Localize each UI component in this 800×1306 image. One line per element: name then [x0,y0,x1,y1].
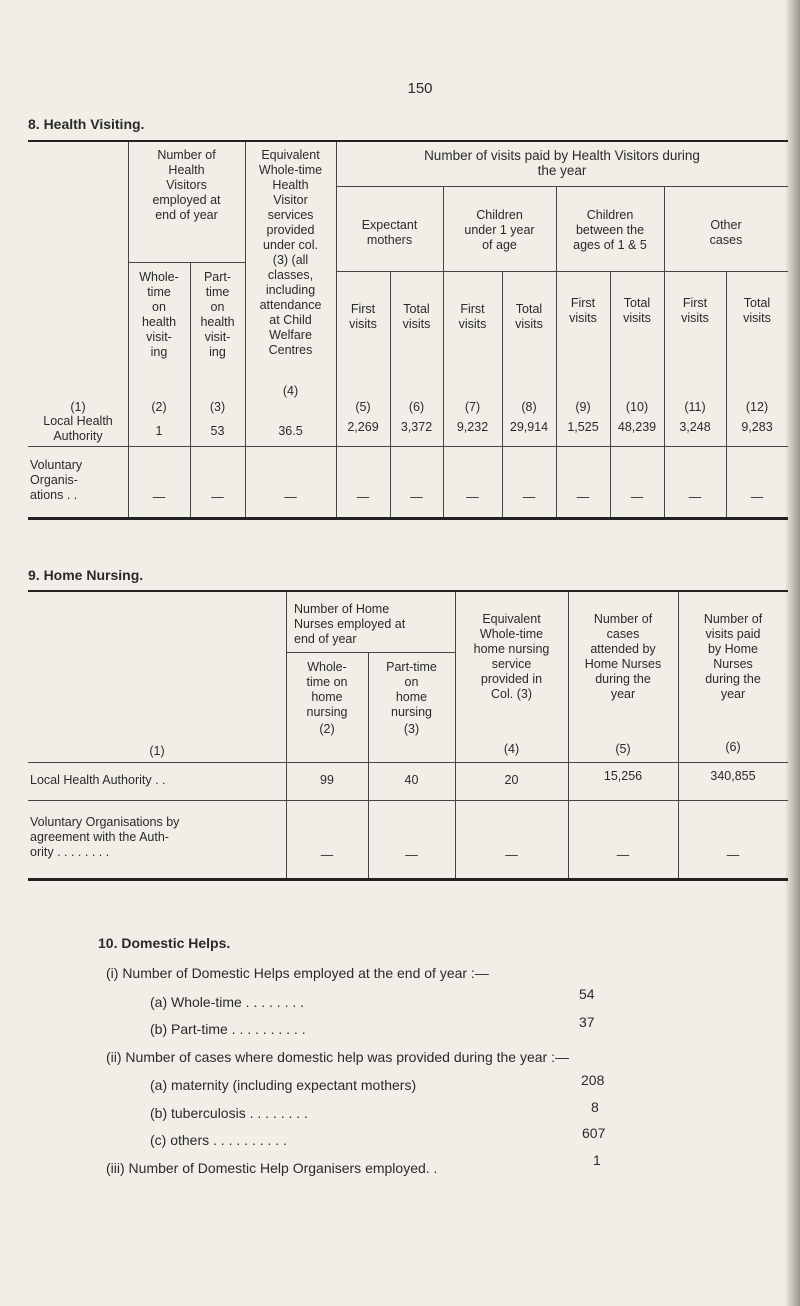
col-number: (3) [403,722,420,736]
list-item: (iii) Number of Domestic Help Organisers employed. . [106,1160,438,1176]
header-other-cases: Other cases [709,218,743,247]
table-cell: — [630,490,644,504]
page-edge [786,0,800,1306]
col-number: (6) [408,400,425,414]
header-whole-time: Whole- time on home nursing [306,660,348,719]
table-cell: 53 [210,424,225,438]
table-cell: 3,372 [400,420,433,434]
list-item: (i) Number of Domestic Helps employed at the end of year :— [106,965,489,981]
col-number: (9) [575,400,591,414]
list-item: (b) Part-time . . . . . . . . . . [150,1021,306,1037]
table-cell: 20 [504,773,519,787]
home-nursing-title: 9. Home Nursing. [28,567,144,583]
col-number: (1) [70,400,86,414]
header-equivalent: Equivalent Whole-time home nursing service provided in Col. (3) [473,612,550,701]
table-cell: 48,239 [617,420,657,434]
header-cases: Number of cases attended by Home Nurses during the year [584,612,662,701]
header-health-visitors: Number of Health Visitors employed at end of year [152,148,221,222]
table-cell: — [410,490,423,504]
row-divider [336,271,788,272]
table-bottom-rule [28,878,788,881]
header-home-nurses-group: Number of Home Nurses employed at end of year [294,602,406,646]
col-number: (4) [282,384,299,398]
header-part-time: Part-time on home nursing [386,660,437,719]
list-value: 607 [582,1125,606,1141]
table-cell: — [616,848,630,862]
table-cell: 9,232 [456,420,489,434]
table-cell: 15,256 [603,769,643,783]
table-cell: — [152,490,166,504]
col-number: (10) [625,400,649,414]
domestic-helps-title: 10. Domestic Helps. [98,935,231,951]
col-number: (5) [615,742,631,756]
header-total-visits: Total visits [515,302,543,331]
header-visits-group: Number of visits paid by Health Visitors during the year [424,148,700,178]
table-cell: — [576,490,590,504]
col-number: (7) [464,400,481,414]
col-number: (4) [503,742,520,756]
health-visiting-title: 8. Health Visiting. [28,116,145,132]
header-total-visits: Total visits [743,296,771,325]
table-cell: — [688,490,702,504]
table-cell: 29,914 [509,420,549,434]
table-cell: — [356,490,370,504]
table-cell: 3,248 [679,420,711,434]
table-cell: — [320,848,334,862]
col-number: (2) [319,722,335,736]
row-divider [28,762,788,763]
header-first-visits: First visits [349,302,377,331]
header-equivalent: Equivalent Whole-time Health Visitor services provided under col. (3) (all classes, including attendance at Child Welfare Centres [258,148,323,357]
col-number: (12) [745,400,769,414]
header-whole-time: Whole- time on health visit- ing [139,270,179,359]
header-children-1-5: Children between the ages of 1 & 5 [573,208,647,252]
row-label: Local Health Authority [43,414,113,443]
col-number: (8) [521,400,537,414]
table-top-rule [28,140,788,142]
table-cell: 40 [404,773,419,787]
table-cell: 2,269 [347,420,379,434]
list-value: 54 [579,986,595,1002]
col-number: (5) [355,400,371,414]
table-cell: 9,283 [741,420,773,434]
header-expectant-mothers: Expectant mothers [361,218,418,247]
row-divider [28,446,788,447]
list-value: 1 [593,1152,601,1168]
table-cell: 340,855 [710,769,756,783]
header-visits: Number of visits paid by Home Nurses during the year [703,612,763,701]
list-item: (c) others . . . . . . . . . . [150,1132,287,1148]
header-part-time: Part- time on health visit- ing [200,270,235,359]
page-number: 150 [407,80,433,97]
list-value: 37 [579,1014,595,1030]
table-cell: — [726,848,740,862]
header-first-visits: First visits [458,302,487,331]
list-item: (a) maternity (including expectant mothers) [150,1077,417,1093]
row-divider [336,186,788,187]
table-cell: — [284,490,297,504]
table-cell: — [505,848,518,862]
list-item: (a) Whole-time . . . . . . . . [150,994,305,1010]
row-label: Local Health Authority . . [30,773,166,787]
table-cell: 36.5 [278,424,303,438]
col-number: (6) [725,740,741,754]
table-cell: — [466,490,479,504]
row-divider [286,652,455,653]
list-value: 208 [581,1072,605,1088]
table-bottom-rule [28,517,788,520]
row-label: Voluntary Organis- ations . . [30,458,83,502]
row-label: Voluntary Organisations by agreement with the Auth- ority . . . . . . . . [30,815,180,859]
col-number: (1) [149,744,165,758]
header-first-visits: First visits [569,296,597,325]
col-number: (2) [151,400,167,414]
table-cell: — [750,490,764,504]
header-total-visits: Total visits [623,296,651,325]
list-value: 8 [591,1099,599,1115]
row-divider [128,262,245,263]
col-number: (3) [209,400,226,414]
row-divider [28,800,788,801]
table-top-rule [28,590,788,592]
list-item: (b) tuberculosis . . . . . . . . [150,1105,308,1121]
table-cell: 1,525 [567,420,599,434]
list-item: (ii) Number of cases where domestic help was provided during the year :— [106,1049,569,1065]
col-number: (11) [684,400,706,414]
table-cell: 99 [320,773,334,787]
table-cell: — [405,848,418,862]
table-cell: 1 [155,424,163,438]
table-cell: — [211,490,224,504]
header-total-visits: Total visits [402,302,431,331]
header-children-under-1: Children under 1 year of age [464,208,535,252]
header-first-visits: First visits [681,296,709,325]
table-cell: — [522,490,536,504]
